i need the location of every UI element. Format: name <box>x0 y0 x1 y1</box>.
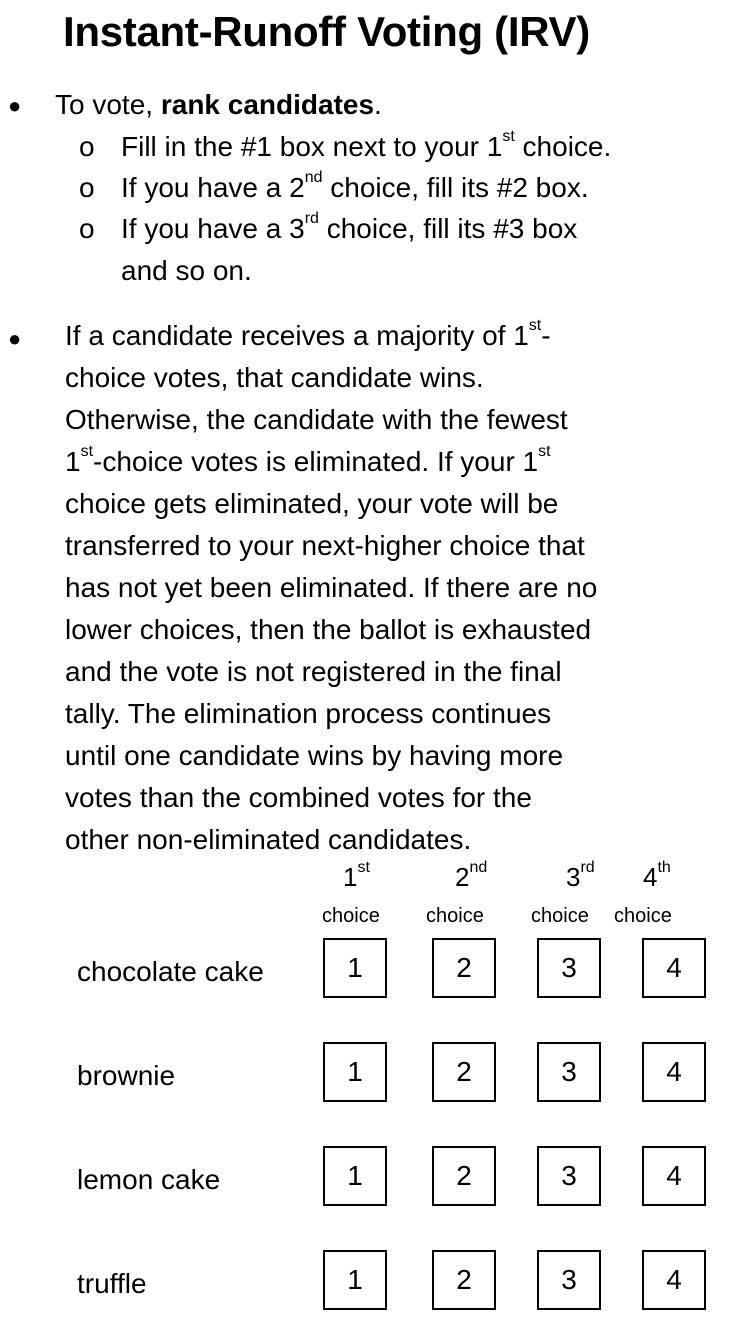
rank-box-1[interactable]: 1 <box>323 1146 387 1206</box>
rule-line: votes than the combined votes for the <box>65 782 532 813</box>
ordinal-suffix: th <box>657 859 671 876</box>
rank-box-2[interactable]: 2 <box>432 1146 496 1206</box>
ordinal-suffix: nd <box>469 859 488 876</box>
bullet-marker: ● <box>8 326 22 351</box>
ordinal-suffix: st <box>80 443 94 460</box>
sub-bullet-marker: o <box>79 172 95 203</box>
candidate-name: lemon cake <box>77 1164 221 1195</box>
instruction-prefix: To vote, <box>55 89 161 120</box>
ordinal-suffix: st <box>357 859 370 876</box>
bullet-marker: ● <box>8 93 22 118</box>
sub-bullet-marker: o <box>79 131 95 162</box>
column-header-1 <box>343 859 370 892</box>
rule-line: tally. The elimination process continues <box>65 698 552 729</box>
sub-instruction-text: Fill in the #1 box next to your 1 <box>121 131 503 162</box>
sub-instruction-1 <box>121 128 612 162</box>
rank-box-3[interactable]: 3 <box>537 938 601 998</box>
rule-line: lower choices, then the ballot is exhausted <box>65 614 592 645</box>
rule-line: transferred to your next-higher choice that <box>65 530 585 561</box>
candidate-name: brownie <box>77 1060 176 1091</box>
rank-box-1[interactable]: 1 <box>323 1250 387 1310</box>
candidate-name: truffle <box>77 1268 147 1299</box>
sub-instruction-text: choice. <box>514 131 612 162</box>
sub-instruction-2 <box>121 169 589 203</box>
rule-line: and the vote is not registered in the final <box>65 656 562 687</box>
instruction-bold: rank candidates <box>160 89 375 120</box>
column-header-2 <box>455 859 488 892</box>
rank-box-2[interactable]: 2 <box>432 1042 496 1102</box>
ordinal-suffix: st <box>538 443 551 460</box>
sub-bullet-marker: o <box>79 213 95 244</box>
sub-instruction-text: If you have a 2 <box>121 172 305 203</box>
rule-text: 1 <box>65 446 81 477</box>
column-header-3 <box>566 859 595 892</box>
ordinal-number: 1 <box>343 862 358 892</box>
ordinal-suffix: nd <box>304 169 323 186</box>
rule-line <box>65 443 551 477</box>
rule-text: If a candidate receives a majority of 1 <box>65 320 529 351</box>
sub-instruction-3 <box>121 210 578 244</box>
sub-instruction-text: choice, fill its #2 box. <box>322 172 589 203</box>
rank-box-1[interactable]: 1 <box>323 938 387 998</box>
rule-line: has not yet been eliminated. If there are no <box>65 572 598 603</box>
rule-text: -choice votes is eliminated. If your 1 <box>93 446 539 477</box>
rank-box-4[interactable]: 4 <box>642 1250 706 1310</box>
rank-box-2[interactable]: 2 <box>432 938 496 998</box>
candidate-name: chocolate cake <box>77 956 264 987</box>
rule-line: other non-eliminated candidates. <box>65 824 472 855</box>
ordinal-suffix: rd <box>304 210 319 227</box>
column-label-4: choice <box>614 905 672 927</box>
rank-box-3[interactable]: 3 <box>537 1250 601 1310</box>
column-label-2: choice <box>426 905 484 927</box>
rule-line: until one candidate wins by having more <box>65 740 564 771</box>
rule-line: choice votes, that candidate wins. <box>65 362 484 393</box>
ordinal-number: 2 <box>455 862 470 892</box>
column-label-3: choice <box>531 905 589 927</box>
rank-box-4[interactable]: 4 <box>642 1146 706 1206</box>
column-label-1: choice <box>322 905 380 927</box>
rule-line: Otherwise, the candidate with the fewest <box>65 404 568 435</box>
rule-line <box>65 317 551 351</box>
rank-box-3[interactable]: 3 <box>537 1146 601 1206</box>
rule-text: - <box>541 320 551 351</box>
ordinal-suffix: rd <box>580 859 595 876</box>
sub-instruction-continuation: and so on. <box>121 255 252 286</box>
rank-box-1[interactable]: 1 <box>323 1042 387 1102</box>
ordinal-number: 4 <box>643 862 658 892</box>
rank-box-2[interactable]: 2 <box>432 1250 496 1310</box>
instruction-suffix: . <box>374 89 382 120</box>
rule-line: choice gets eliminated, your vote will be <box>65 488 559 519</box>
rank-box-4[interactable]: 4 <box>642 938 706 998</box>
sub-instruction-text: If you have a 3 <box>121 213 305 244</box>
rank-box-3[interactable]: 3 <box>537 1042 601 1102</box>
sub-instruction-text: choice, fill its #3 box <box>318 213 578 244</box>
page-title: Instant-Runoff Voting (IRV) <box>63 8 590 55</box>
ordinal-suffix: st <box>502 128 515 145</box>
rank-box-4[interactable]: 4 <box>642 1042 706 1102</box>
ordinal-suffix: st <box>528 317 542 334</box>
ordinal-number: 3 <box>566 862 581 892</box>
column-header-4 <box>643 859 671 892</box>
instruction-line <box>55 91 382 119</box>
